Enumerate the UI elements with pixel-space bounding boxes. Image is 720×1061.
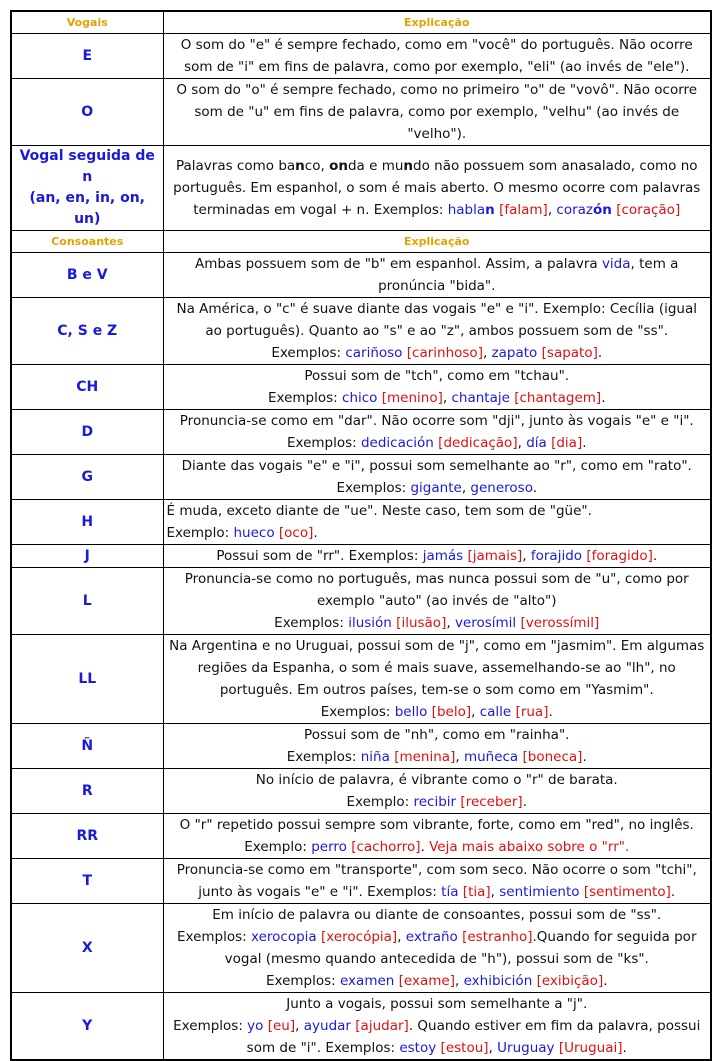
row-r	[11, 769, 711, 814]
letter-key: O	[11, 79, 163, 146]
header-vogais: Vogais	[11, 11, 163, 34]
explanation: O som do "e" é sempre fechado, como em "você" do português. Não ocorre som de "i" em fins de palavra, como por exemplo, "eli" (ao invés de "ele").	[163, 34, 711, 79]
letter-key: D	[11, 410, 163, 455]
row-vogal-e	[11, 34, 711, 79]
explanation: No início de palavra, é vibrante como o "r" de barata. Exemplo: recibir [receber].	[163, 769, 711, 814]
row-c-s-z	[11, 298, 711, 365]
explanation: É muda, exceto diante de "ue". Neste caso, tem som de "güe". Exemplo: hueco [oco].	[163, 500, 711, 545]
explanation: Na Argentina e no Uruguai, possui som de "j", como em "jasmim". Em algumas regiões da Espanha, o som é mais suave, assemelhando-se ao "lh", no português. Em outros países, tem-se o som como em "Yasmim". Exemplos: bello [belo], calle [rua].	[163, 635, 711, 724]
header-consoantes: Consoantes	[11, 231, 163, 253]
row-j	[11, 545, 711, 568]
header-row-vogais	[11, 11, 711, 34]
letter-key: J	[11, 545, 163, 568]
explanation: Pronuncia-se como em "dar". Não ocorre som "dji", junto às vogais "e" e "i". Exemplos: dedicación [dedicação], día [dia].	[163, 410, 711, 455]
header-row-consoantes	[11, 231, 711, 253]
letter-key: G	[11, 455, 163, 500]
explanation: Diante das vogais "e" e "i", possui som semelhante ao "r", como em "rato". Exemplos: gigante, generoso.	[163, 455, 711, 500]
row-g	[11, 455, 711, 500]
row-l	[11, 568, 711, 635]
letter-key: E	[11, 34, 163, 79]
letter-key: R	[11, 769, 163, 814]
explanation: O "r" repetido possui sempre som vibrante, forte, como em "red", no inglês. Exemplo: perro [cachorro]. Veja mais abaixo sobre o "rr".	[163, 814, 711, 859]
explanation: Palavras como banco, onda e mundo não possuem som anasalado, como no português. Em espanhol, o som é mais aberto. O mesmo ocorre com palavras terminadas em vogal + n. Exemplos: hablan [falam], corazón [coração]	[163, 146, 711, 231]
explanation: Ambas possuem som de "b" em espanhol. Assim, a palavra vida, tem a pronúncia "bida".	[163, 253, 711, 298]
letter-key: X	[11, 904, 163, 993]
row-b-v	[11, 253, 711, 298]
letter-key: Vogal seguida de n (an, en, in, on, un)	[11, 146, 163, 231]
rr-note-link: Veja mais abaixo sobre o "rr".	[429, 839, 630, 855]
row-y	[11, 993, 711, 1061]
explanation: Na América, o "c" é suave diante das vogais "e" e "i". Exemplo: Cecília (igual ao português). Quanto ao "s" e ao "z", ambos possuem som de "ss". Exemplos: cariñoso [carinhoso], zapato [sapato].	[163, 298, 711, 365]
explanation: Possui som de "rr". Exemplos: jamás [jamais], forajido [foragido].	[163, 545, 711, 568]
letter-key: LL	[11, 635, 163, 724]
explanation: Possui som de "nh", como em "rainha". Exemplos: niña [menina], muñeca [boneca].	[163, 724, 711, 769]
letter-key: T	[11, 859, 163, 904]
explanation: O som do "o" é sempre fechado, como no primeiro "o" de "vovô". Não ocorre som de "u" em fins de palavra, como por exemplo, "velhu" (ao invés de "velho").	[163, 79, 711, 146]
row-d	[11, 410, 711, 455]
row-ll	[11, 635, 711, 724]
letter-key: RR	[11, 814, 163, 859]
explanation: Pronuncia-se como em "transporte", com som seco. Não ocorre o som "tchi", junto às vogais "e" e "i". Exemplos: tía [tia], sentimiento [sentimento].	[163, 859, 711, 904]
pronunciation-table	[10, 10, 712, 1061]
letter-key: B e V	[11, 253, 163, 298]
explanation: Em início de palavra ou diante de consoantes, possui som de "ss". Exemplos: xerocopia [xerocópia], extraño [estranho].Quando for seguida por vogal (mesmo quando antecedida de "h"), possui som de "ks". Exemplos: examen [exame], exhibición [exibição].	[163, 904, 711, 993]
letter-key: Y	[11, 993, 163, 1061]
row-vogal-n	[11, 146, 711, 231]
letter-key: CH	[11, 365, 163, 410]
row-rr	[11, 814, 711, 859]
explanation: Possui som de "tch", como em "tchau". Exemplos: chico [menino], chantaje [chantagem].	[163, 365, 711, 410]
explanation: Junto a vogais, possui som semelhante a "j". Exemplos: yo [eu], ayudar [ajudar]. Quando estiver em fim da palavra, possui som de "i". Exemplos: estoy [estou], Uruguay [Uruguai].	[163, 993, 711, 1061]
letter-key: H	[11, 500, 163, 545]
header-explicacao: Explicação	[163, 231, 711, 253]
letter-key: C, S e Z	[11, 298, 163, 365]
header-explicacao: Explicação	[163, 11, 711, 34]
row-t	[11, 859, 711, 904]
letter-key: L	[11, 568, 163, 635]
row-enye	[11, 724, 711, 769]
explanation: Pronuncia-se como no português, mas nunca possui som de "u", como por exemplo "auto" (ao invés de "alto") Exemplos: ilusión [ilusão], verosímil [verossímil]	[163, 568, 711, 635]
letter-key: Ñ	[11, 724, 163, 769]
row-ch	[11, 365, 711, 410]
row-vogal-o	[11, 79, 711, 146]
row-h	[11, 500, 711, 545]
row-x	[11, 904, 711, 993]
